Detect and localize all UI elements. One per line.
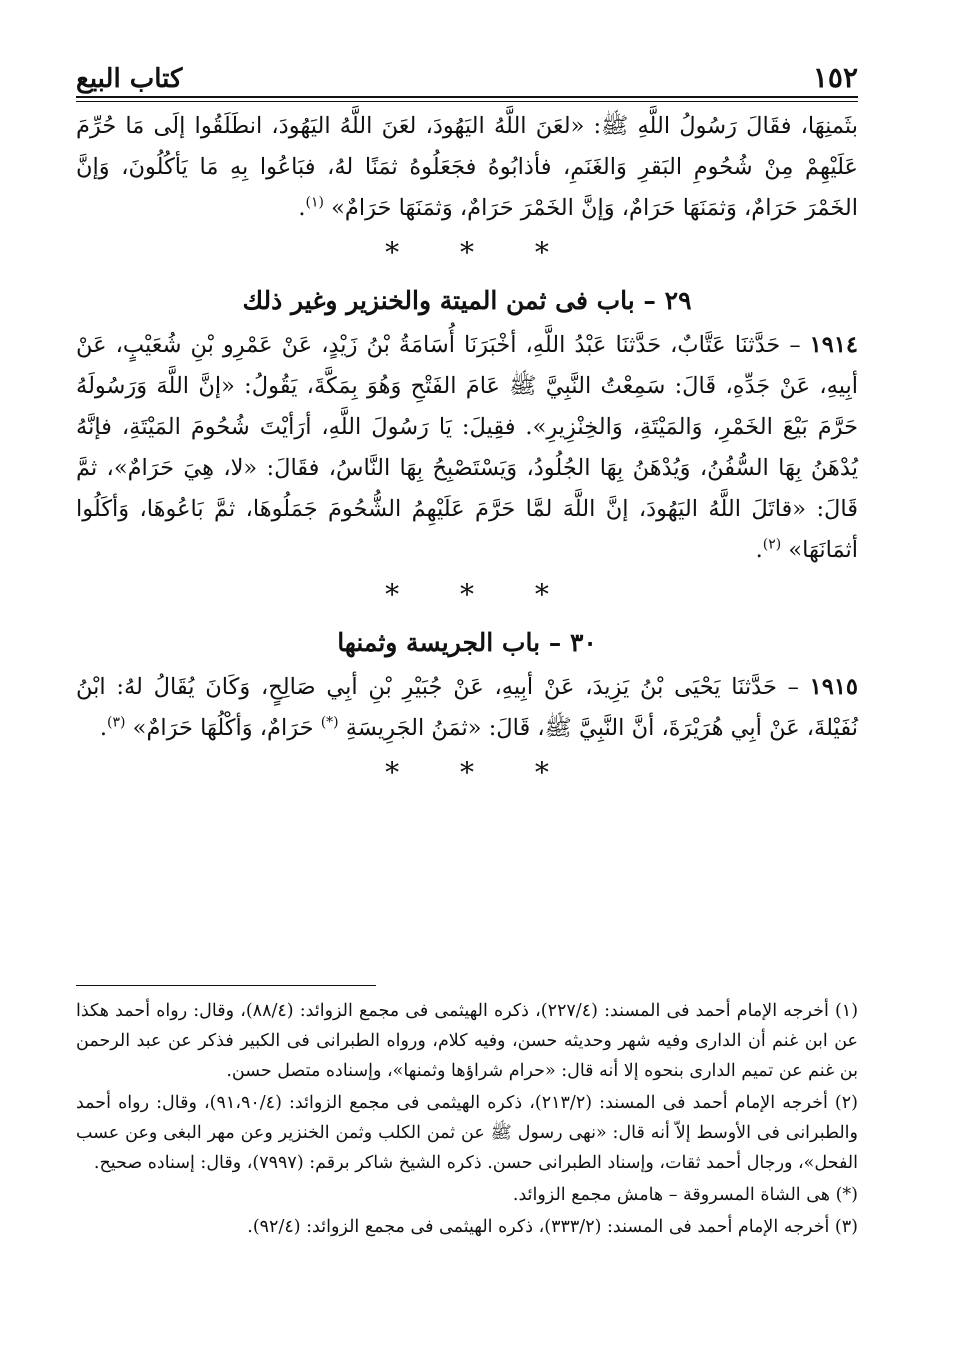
hadith-1914: ١٩١٤ – حَدَّثنَا عَتَّابٌ، حَدَّثنَا عَبْدُ اللَّهِ، أخْبَرَنَا أُسَامَةُ بْنُ زَيْدٍ، عَنْ عَمْرِو بْنِ شُعَيْبٍ، عَنْ أبِيهِ، عَنْ جَدِّهِ، قَالَ: سَمِعْتُ النَّبِيَّ ﷺ عَامَ الفَتْحِ وَهُوَ بِمَكَّةَ، يَقُولُ: «إنَّ اللَّهَ وَرَسُولَهُ حَرَّمَ بَيْعَ الخَمْرِ، وَالمَيْتَةِ، وَالخِنْزِيرِ». فقِيلَ: يَا رَسُولَ اللَّهِ، أرَأيْتَ شُحُومَ المَيْتَةِ، فإنَّهُ يُدْهَنُ بِهَا السُّفُنُ، وَيُدْهَنُ بِهَا الجُلُودُ، وَيَسْتَصْبِحُ بِهَا النَّاسُ، فقَالَ: «لا، هِيَ حَرَامٌ»، ثمَّ قَالَ: «قاتَلَ اللَّهُ اليَهُودَ، إنَّ اللَّهَ لمَّا حَرَّمَ عَلَيْهِمُ الشُّحُومَ جَمَلُوهَا، ثمَّ بَاعُوهَا، وَأكَلُوا أثمَانَهَا» $^{(٢)}$. — [76, 332, 859, 563]
hadith-text-1915: – حَدَّثنَا يَحْيَى بْنُ يَزِيدَ، عَنْ أبِيهِ، عَنْ جُبَيْرِ بْنِ أبِي صَالِحٍ، وَكَانَ يُقَالُ لهُ: ابْنُ نُفَيْلةَ، عَنْ أبِي هُرَيْرَةَ، أنَّ النَّبِيَّ ﷺ، قَالَ: «ثمَنُ الجَرِيسَةِ — [76, 674, 858, 741]
continuation-paragraph: بثَمنِهَا، فقَالَ رَسُولُ اللَّهِ ﷺ: «لعَنَ اللَّهُ اليَهُودَ، لعَنَ اللَّهُ اليَهُودَ، انطَلَقُوا إلَى مَا حُرِّمَ عَلَيْهِمْ مِنْ شُحُومِ البَقرِ وَالغَنَمِ، فأذابُوهُ فجَعَلُوهُ ثمَنًا لهُ، فبَاعُوا بِهِ مَا يَأكُلُونَ، وَإنَّ الخَمْرَ حَرَامٌ، وَثمَنَهَا حَرَامٌ، وَإنَّ الخَمْرَ حَرَامٌ، وَثمَنَهَا حَرَامٌ» $^{(١)}$. — [76, 113, 858, 221]
header-divider — [76, 96, 858, 102]
section-heading-30: ٣٠ – باب الجريسة وثمنها — [337, 628, 597, 657]
footnote-ref-3: (٣) — [107, 714, 126, 731]
book-title: كتاب البيع — [76, 64, 183, 94]
hadith-1915: ١٩١٥ – حَدَّثنَا يَحْيَى بْنُ يَزِيدَ، عَنْ أبِيهِ، عَنْ جُبَيْرِ بْنِ أبِي صَالِحٍ، وَكَانَ يُقَالُ لهُ: ابْنُ نُفَيْلةَ، عَنْ أبِي هُرَيْرَةَ، أنَّ النَّبِيَّ ﷺ، قَالَ: «ثمَنُ الجَرِيسَةِ (*) حَرَامٌ، وَأكْلُهَا حَرَامٌ» $^{(٣)}$. — [76, 674, 858, 741]
footnote-divider — [76, 985, 376, 986]
page-number: ١٥٢ — [812, 61, 858, 94]
footnote-2: (٢) أخرجه الإمام أحمد فى المسند: (٢١٣/٢)، ذكره الهيثمى فى مجمع الزوائد: (٩١،٩٠/٤)، وقال: رواه أحمد والطبرانى فى الأوسط إلاّ أنه قال: «نهى رسول ﷺ عن ثمن الكلب وثمن الخنزير وعن مهر البغى وعن عسب الفحل»، ورجال أحمد ثقات، وإسناد الطبرانى حسن. ذكره الشيخ شاكر برقم: (٧٩٩٧)، وقال: إسناده صحيح. — [76, 1093, 858, 1173]
footnote-ref-star: (*) — [320, 714, 339, 731]
page-header — [76, 54, 858, 94]
footnote-1: (١) أخرجه الإمام أحمد فى المسند: (٢٢٧/٤)، ذكره الهيثمى فى مجمع الزوائد: (٨٨/٤)، وقال: رواه أحمد هكذا عن ابن غنم أن الدارى وفيه شهر وحديثه حسن، وفيه كلام، ورواه الطبرانى فى الكبير فذكر عن عبد الرحمن بن غنم عن تميم الدارى بنحوه إلا أنه قال: «حرام شراؤها وثمنها»، وإسناده متصل حسن. — [76, 1001, 859, 1081]
continuation-text: بثَمنِهَا، فقَالَ رَسُولُ اللَّهِ ﷺ: «لعَنَ اللَّهُ اليَهُودَ، لعَنَ اللَّهُ اليَهُودَ، انطَلَقُوا إلَى مَا حُرِّمَ عَلَيْهِمْ مِنْ شُحُومِ البَقرِ وَالغَنَمِ، فأذابُوهُ فجَعَلُوهُ ثمَنًا لهُ، فبَاعُوا بِهِ مَا يَأكُلُونَ، وَإنَّ الخَمْرَ حَرَامٌ، وَثمَنَهَا حَرَامٌ، وَإنَّ الخَمْرَ حَرَامٌ، وَثمَنَهَا حَرَامٌ» — [76, 113, 858, 221]
main-text — [76, 106, 858, 799]
footnote-ref-2: (٢) — [762, 536, 782, 553]
hadith-text-1914: – حَدَّثنَا عَتَّابٌ، حَدَّثنَا عَبْدُ اللَّهِ، أخْبَرَنَا أُسَامَةُ بْنُ زَيْدٍ، عَنْ عَمْرِو بْنِ شُعَيْبٍ، عَنْ أبِيهِ، عَنْ جَدِّهِ، قَالَ: سَمِعْتُ النَّبِيَّ ﷺ عَامَ الفَتْحِ وَهُوَ بِمَكَّةَ، يَقُولُ: «إنَّ اللَّهَ وَرَسُولَهُ حَرَّمَ بَيْعَ الخَمْرِ، وَالمَيْتَةِ، وَالخِنْزِيرِ». فقِيلَ: يَا رَسُولَ اللَّهِ، أرَأيْتَ شُحُومَ المَيْتَةِ، فإنَّهُ يُدْهَنُ بِهَا السُّفُنُ، وَيُدْهَنُ بِهَا الجُلُودُ، وَيَسْتَصْبِحُ بِهَا النَّاسُ، فقَالَ: «لا، هِيَ حَرَامٌ»، ثمَّ قَالَ: «قاتَلَ اللَّهُ اليَهُودَ، إنَّ اللَّهَ لمَّا حَرَّمَ عَلَيْهِمُ الشُّحُومَ جَمَلُوهَا، ثمَّ بَاعُوهَا، وَأكَلُوا أثمَانَهَا» — [76, 332, 858, 563]
section-heading-29: ٢٩ – باب فى ثمن الميتة والخنزير وغير ذلك — [242, 286, 692, 315]
footnotes — [76, 996, 858, 1244]
section-separator-2: * * * — [385, 578, 575, 611]
section-separator-1: * * * — [385, 236, 575, 269]
hadith-number-1915: ١٩١٥ — [809, 674, 858, 700]
hadith-text-1915-end: حَرَامٌ، وَأكْلُهَا حَرَامٌ» — [132, 715, 314, 741]
footnote-ref-1: (١) — [305, 194, 324, 211]
section-separator-3: * * * — [385, 756, 575, 789]
hadith-number-1914: ١٩١٤ — [809, 332, 859, 358]
footnote-3: (٣) أخرجه الإمام أحمد فى المسند: (٣٣٣/٢)، ذكره الهيثمى فى مجمع الزوائد: (٩٢/٤). — [247, 1217, 858, 1237]
book-page — [76, 40, 858, 1340]
footnote-star: (*) هى الشاة المسروقة – هامش مجمع الزوائد. — [512, 1185, 858, 1205]
